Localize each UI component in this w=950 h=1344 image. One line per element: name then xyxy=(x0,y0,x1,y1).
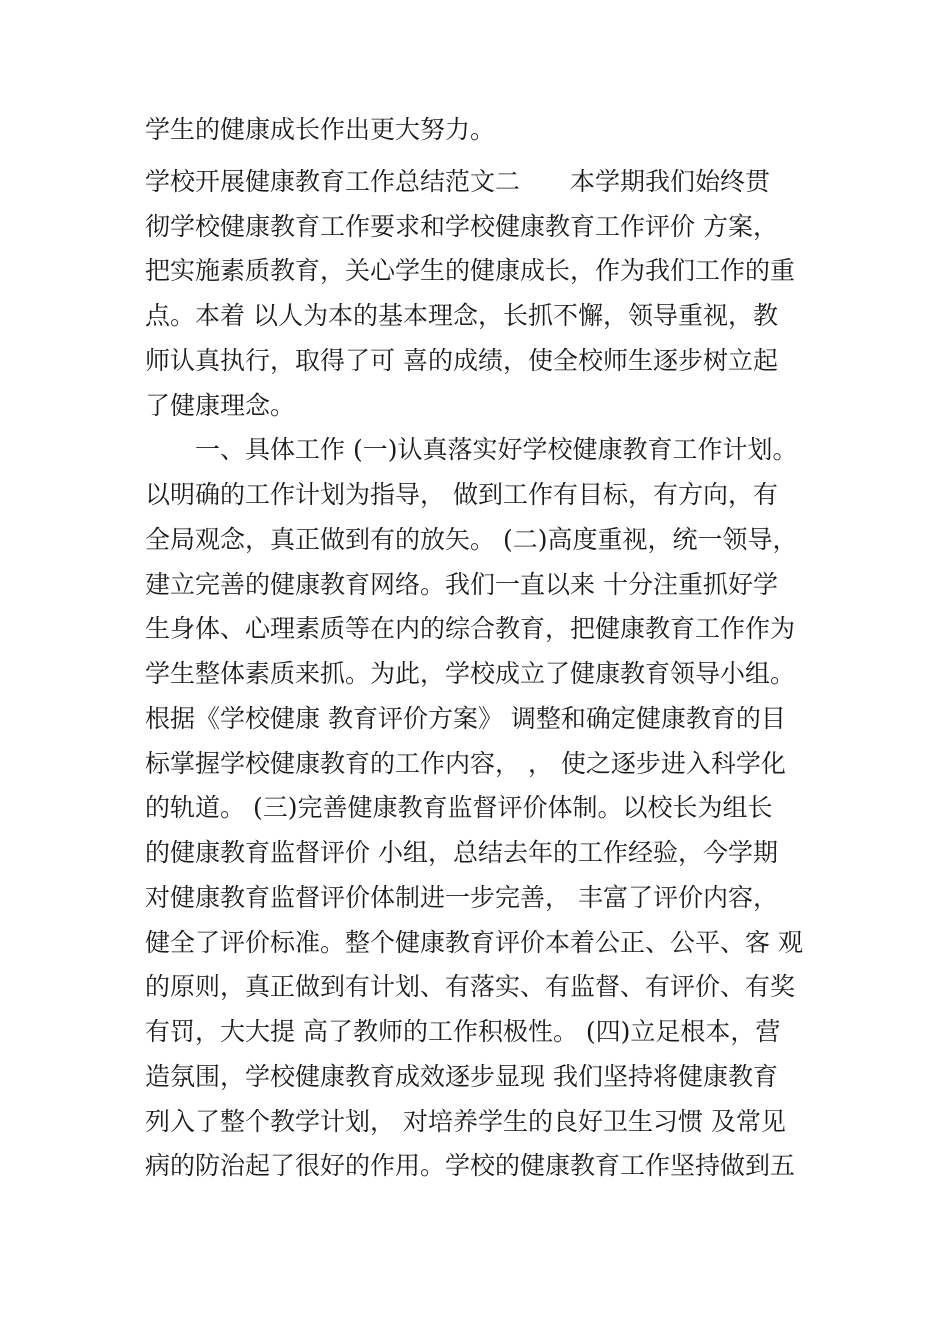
text-line: 生身体、心理素质等在内的综合教育，把健康教育工作作为 xyxy=(145,614,796,643)
text-line: 健全了评价标准。整个健康教育评价本着公正、公平、客 观 xyxy=(145,928,803,957)
text-line: 的健康教育监督评价 小组，总结去年的工作经验，今学期 xyxy=(145,838,778,867)
text-line: 造氛围，学校健康教育成效逐步显现 我们坚持将健康教育 xyxy=(145,1062,778,1091)
text-line: 彻学校健康教育工作要求和学校健康教育工作评价 方案， xyxy=(145,212,778,241)
text-line: 学生整体素质来抓。为此，学校成立了健康教育领导小组。 xyxy=(145,659,796,688)
text-line: 学校开展健康教育工作总结范文二 本学期我们始终贯 xyxy=(145,167,771,196)
text-line: 学生的健康成长作出更大努力。 xyxy=(145,115,496,144)
text-line: 标掌握学校健康教育的工作内容， ， 使之逐步进入科学化 xyxy=(145,749,786,778)
text-line: 列入了整个教学计划， 对培养学生的良好卫生习惯 及常见 xyxy=(145,1107,786,1136)
text-line: 的轨道。 (三)完善健康教育监督评价体制。以校长为组长 xyxy=(145,793,773,822)
text-line: 师认真执行，取得了可 喜的成绩，使全校师生逐步树立起 xyxy=(145,346,778,375)
text-line: 点。本着 以人为本的基本理念，长抓不懈，领导重视，教 xyxy=(145,301,778,330)
text-line: 了健康理念。 xyxy=(145,391,296,420)
text-line: 根据《学校健康 教育评价方案》 调整和确定健康教育的目 xyxy=(145,704,786,733)
text-line: 建立完善的健康教育网络。我们一直以来 十分注重抓好学 xyxy=(145,570,778,599)
text-line: 有罚，大大提 高了教师的工作积极性。 (四)立足根本，营 xyxy=(145,1017,781,1046)
text-line: 病的防治起了很好的作用。学校的健康教育工作坚持做到五 xyxy=(145,1151,796,1180)
text-line: 全局观念，真正做到有的放矢。 (二)高度重视，统一领导， xyxy=(145,525,798,554)
text-line: 一、具体工作 (一)认真落实好学校健康教育工作计划。 xyxy=(145,435,798,464)
text-line: 的原则，真正做到有计划、有落实、有监督、有评价、有奖 xyxy=(145,972,796,1001)
text-line: 对健康教育监督评价体制进一步完善， 丰富了评价内容， xyxy=(145,883,778,912)
text-line: 把实施素质教育，关心学生的健康成长，作为我们工作的重 xyxy=(145,256,796,285)
text-line: 以明确的工作计划为指导， 做到工作有目标，有方向，有 xyxy=(145,480,778,509)
